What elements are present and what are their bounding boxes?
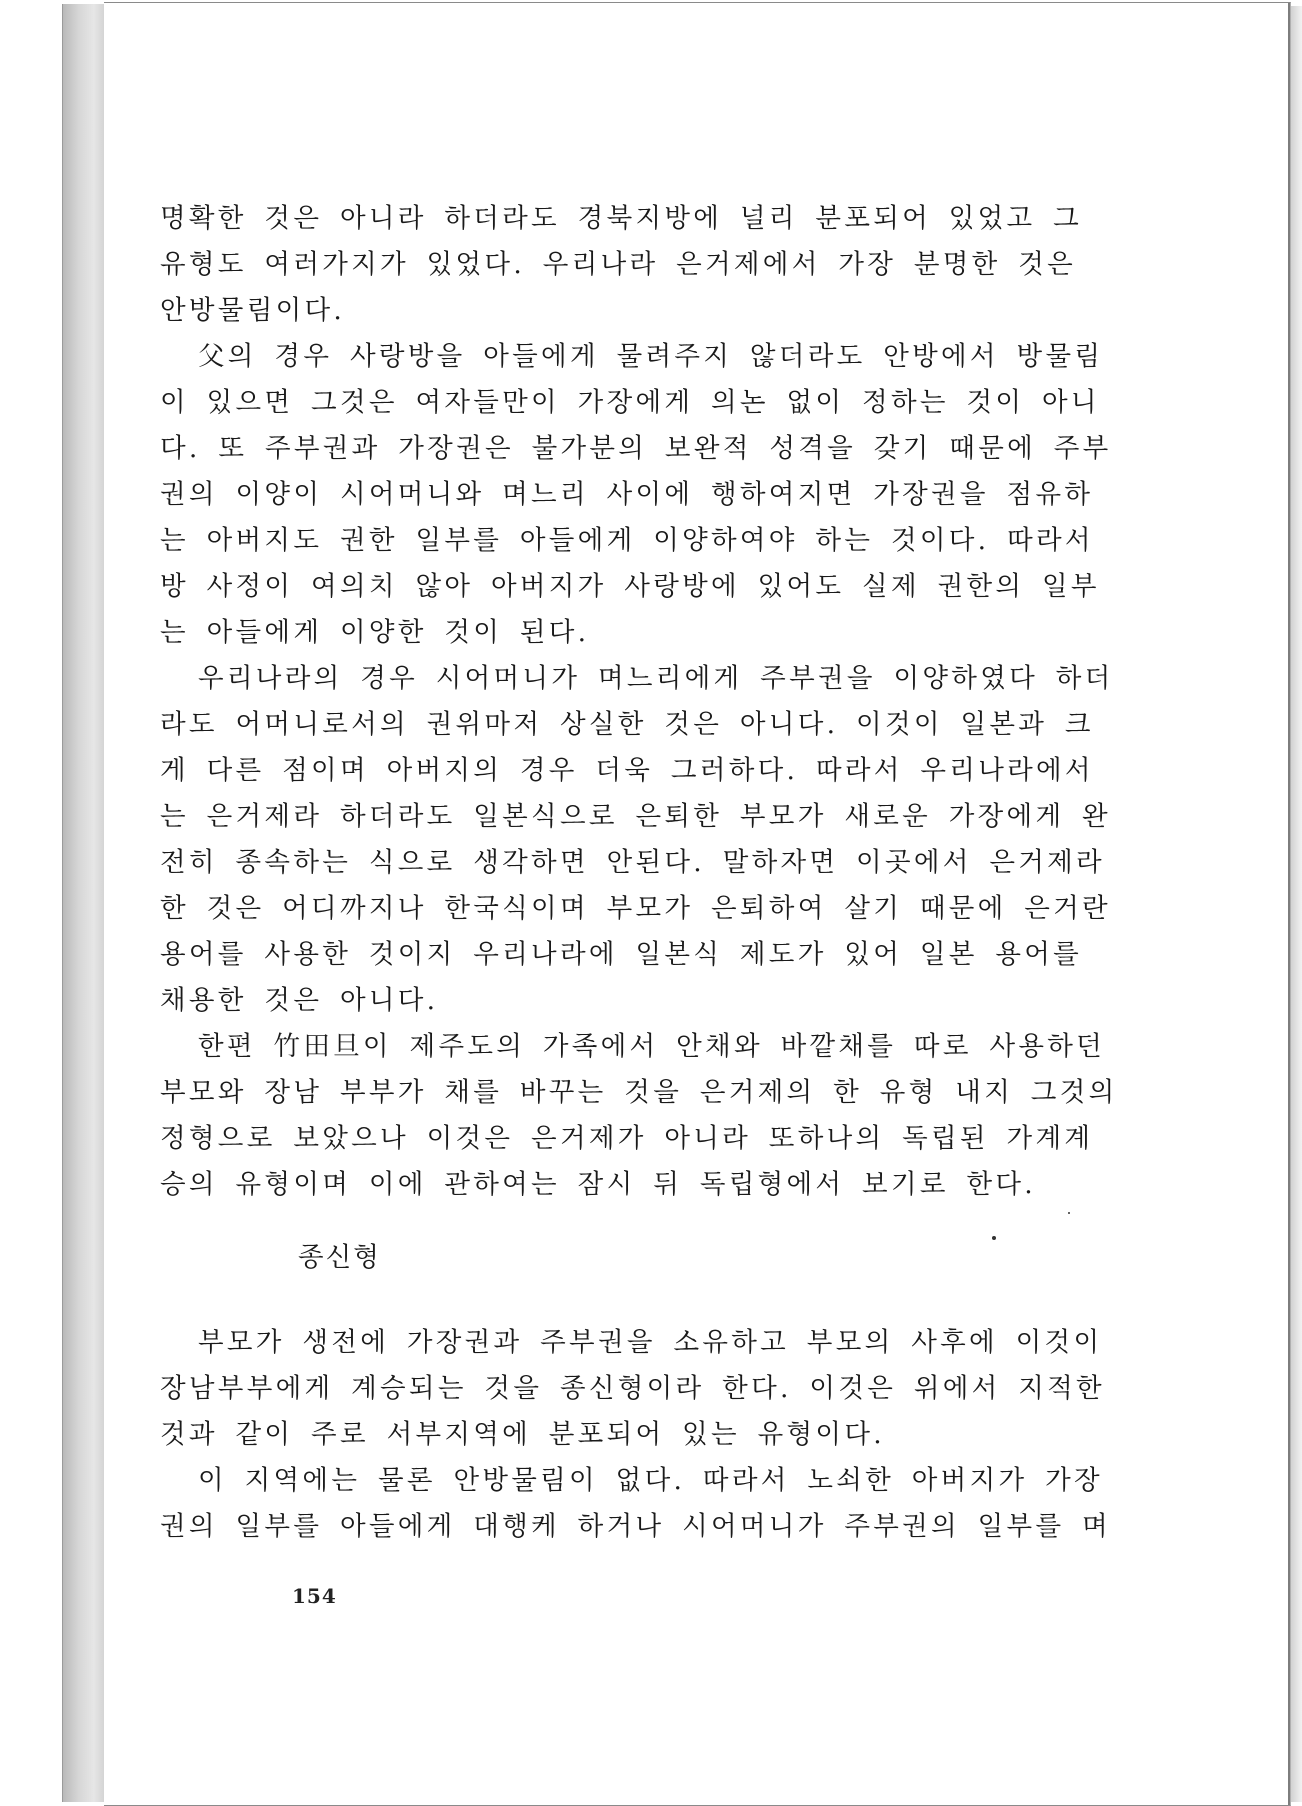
text-line: 부모와 장남 부부가 채를 바꾸는 것을 은거제의 한 유형 내지 그것의 <box>160 1077 1118 1108</box>
text-line: 한편 竹田旦이 제주도의 가족에서 안채와 바깥채를 따로 사용하던 <box>198 1031 1106 1062</box>
text-section-bottom <box>160 1320 1160 1550</box>
text-line: 이 지역에는 물론 안방물림이 없다. 따라서 노쇠한 아버지가 가장 <box>198 1465 1103 1496</box>
text-line: 라도 어머니로서의 권위마저 상실한 것은 아니다. 이것이 일본과 크 <box>160 709 1094 740</box>
book-spine-edge <box>62 4 107 1802</box>
text-line: 명확한 것은 아니라 하더라도 경북지방에 널리 분포되어 있었고 그 <box>160 203 1083 234</box>
text-line: 정형으로 보았으나 이것은 은거제가 아니라 또하나의 독립된 가계계 <box>160 1123 1094 1154</box>
scan-speck <box>992 1236 996 1240</box>
text-line: 권의 일부를 아들에게 대행케 하거나 시어머니가 주부권의 일부를 며 <box>160 1511 1111 1542</box>
text-line: 용어를 사용한 것이지 우리나라에 일본식 제도가 있어 일본 용어를 <box>160 939 1083 970</box>
text-line: 안방물림이다. <box>160 295 346 326</box>
text-line: 권의 이양이 시어머니와 며느리 사이에 행하여지면 가장권을 점유하 <box>160 479 1094 510</box>
page-number: 154 <box>292 1584 337 1608</box>
text-line: 는 은거제라 하더라도 일본식으로 은퇴한 부모가 새로운 가장에게 완 <box>160 801 1111 832</box>
text-line: 다. 또 주부권과 가장권은 불가분의 보완적 성격을 갖기 때문에 주부 <box>160 433 1112 464</box>
text-line: 유형도 여러가지가 있었다. 우리나라 은거제에서 가장 분명한 것은 <box>160 249 1077 280</box>
section-heading: 종신형 <box>298 1242 381 1273</box>
text-line: 父의 경우 사랑방을 아들에게 물려주지 않더라도 안방에서 방물림 <box>198 341 1104 372</box>
text-line: 전히 종속하는 식으로 생각하면 안된다. 말하자면 이곳에서 은거제라 <box>160 847 1105 878</box>
text-line: 부모가 생전에 가장권과 주부권을 소유하고 부모의 사후에 이것이 <box>198 1327 1103 1358</box>
text-section-top <box>160 196 1160 1208</box>
text-line: 는 아버지도 권한 일부를 아들에게 이양하여야 하는 것이다. 따라서 <box>160 525 1094 556</box>
text-line: 이 있으면 그것은 여자들만이 가장에게 의논 없이 정하는 것이 아니 <box>160 387 1100 418</box>
text-line: 방 사정이 여의치 않아 아버지가 사랑방에 있어도 실제 권한의 일부 <box>160 571 1100 602</box>
text-line: 는 아들에게 이양한 것이 된다. <box>160 617 590 648</box>
scan-speck <box>1068 1212 1070 1214</box>
text-line: 게 다른 점이며 아버지의 경우 더욱 그러하다. 따라서 우리나라에서 <box>160 755 1094 786</box>
text-line: 승의 유형이며 이에 관하여는 잠시 뒤 독립형에서 보기로 한다. <box>160 1169 1036 1200</box>
text-line: 채용한 것은 아니다. <box>160 985 439 1016</box>
text-line: 장남부부에게 계승되는 것을 종신형이라 한다. 이것은 위에서 지적한 <box>160 1373 1105 1404</box>
text-line: 것과 같이 주로 서부지역에 분포되어 있는 유형이다. <box>160 1419 885 1450</box>
page-edge-shadow <box>1290 6 1302 1802</box>
text-line: 한 것은 어디까지나 한국식이며 부모가 은퇴하여 살기 때문에 은거란 <box>160 893 1111 924</box>
text-line: 우리나라의 경우 시어머니가 며느리에게 주부권을 이양하였다 하더 <box>198 663 1114 694</box>
